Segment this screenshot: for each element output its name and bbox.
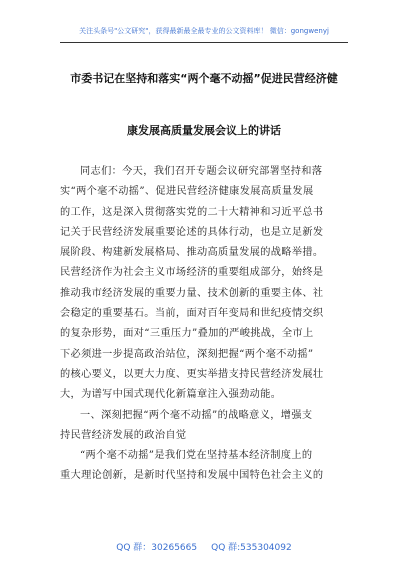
body-line: 实“两个毫不动摇”、促进民营经济健康发展高质量发展 [60,186,314,198]
document-title-line-2: 康发展高质量发展会议上的讲话 [127,124,281,137]
section-heading-line: 持民营经济发展的政治自觉 [60,429,187,441]
body-line: 的工作，这是深入贯彻落实党的二十大精神和习近平总书 [60,206,324,218]
body-line: 民营经济作为社会主义市场经济的重要组成部分，始终是 [60,267,324,279]
body-line: 记关于民营经济发展重要论述的具体行动，也是立足新发 [60,226,324,238]
header-note: 关注头条号"公文研究"，获得最新最全最专业的公文资料库！ 微信：gongwenyj [79,27,329,35]
body-line: 大，为谱写中国式现代化新篇章注入强劲动能。 [60,389,282,401]
body-line: 的核心要义，以更大力度、更实举措支持民营经济发展壮 [60,368,324,380]
body-line: 会稳定的重要基石。当前，面对百年变局和世纪疫情交织 [60,308,324,320]
body-line: 推动我市经济发展的重要力量、技术创新的重要主体、社 [60,287,324,299]
body-line: 同志们：今天，我们召开专题会议研究部署坚持和落 [80,166,323,177]
header-divider [60,42,348,43]
body-line: “两个毫不动摇”是我们党在坚持基本经济制度上的 [80,450,313,462]
document-title-line-1: 市委书记在坚持和落实“两个毫不动摇”促进民营经济健 [70,72,338,85]
footer-contact [0,540,408,553]
body-line: 的复杂形势，面对“三重压力”叠加的严峻挑战，全市上 [60,328,314,340]
body-line: 下必须进一步提高政治站位，深刻把握“两个毫不动摇” [60,348,314,360]
document-body [60,162,350,487]
body-line: 展阶段、构建新发展格局、推动高质量发展的战略举措。 [60,247,324,259]
section-heading-line: 一、深刻把握“两个毫不动摇”的战略意义，增强支 [80,409,313,421]
footer-qq-group-2: QQ 群:535304092 [211,543,292,553]
footer-qq-group-1: QQ 群：30265665 [116,543,198,553]
body-line: 重大理论创新，是新时代坚持和发展中国特色社会主义的 [60,470,324,482]
